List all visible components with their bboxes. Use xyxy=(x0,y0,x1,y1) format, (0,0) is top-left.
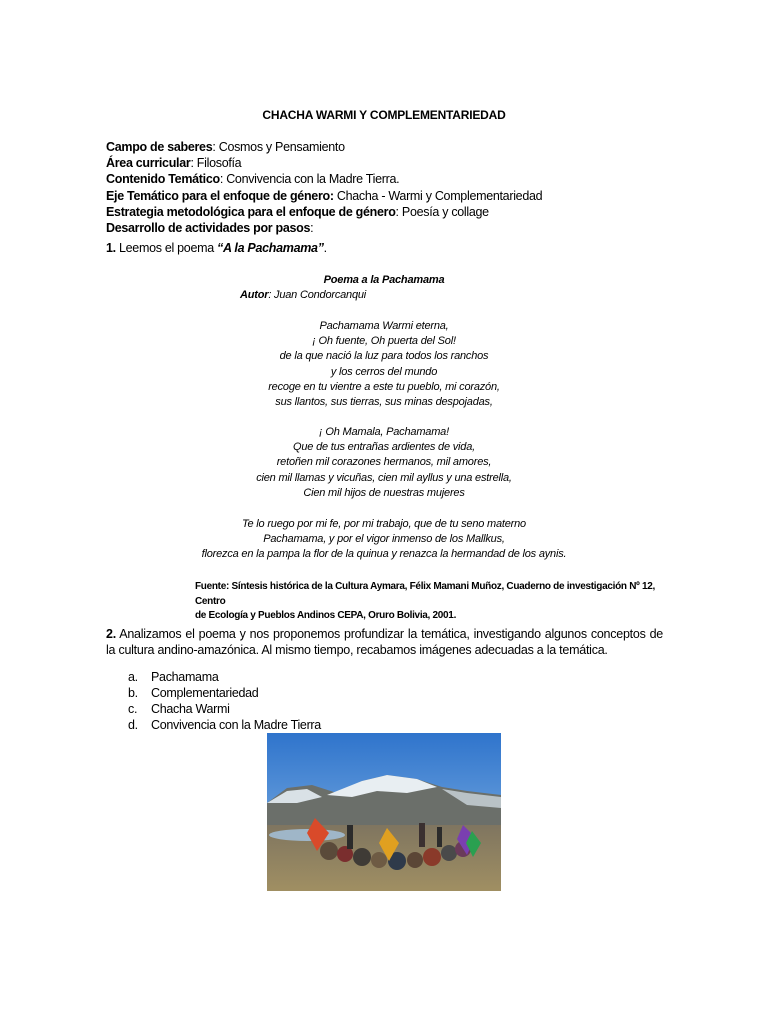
list-item: b. Complementariedad xyxy=(128,686,259,700)
meta-desarrollo: Desarrollo de actividades por pasos: xyxy=(106,221,314,236)
meta-block xyxy=(106,139,706,236)
poem-line: de la que nació la luz para todos los ranchos xyxy=(279,350,489,363)
poem-line: cien mil llamas y vicuñas, cien mil ayllus y una estrella, xyxy=(256,471,512,484)
poem-line: Pachamama Warmi eterna, xyxy=(319,320,449,332)
poem-line: Pachamama, y por el vigor inmenso de los Mallkus, xyxy=(263,533,505,546)
poem-source: Fuente: Síntesis histórica de la Cultura Aymara, Félix Mamani Muñoz, Cuaderno de investigación Nº 12, Centro de Ecología y Pueblos Andinos CEPA, Oruro Bolivia, 2001. xyxy=(195,581,655,621)
list-item: a. Pachamama xyxy=(128,670,219,684)
poem-stanza-3 xyxy=(0,517,768,563)
poem-line: sus llantos, sus tierras, sus minas despojadas, xyxy=(275,396,493,409)
poem-stanza-1 xyxy=(0,319,768,410)
meta-contenido: Contenido Temático: Convivencia con la Madre Tierra. xyxy=(106,172,400,187)
poem-line: y los cerros del mundo xyxy=(330,365,438,378)
meta-eje: Eje Temático para el enfoque de género: Chacha - Warmi y Complementariedad xyxy=(106,188,543,203)
meta-area: Área curricular: Filosofía xyxy=(106,156,242,171)
document-title: CHACHA WARMI Y COMPLEMENTARIEDAD xyxy=(262,108,506,122)
poem-line: Que de tus entrañas ardientes de vida, xyxy=(293,441,475,454)
poem-line: ¡ Oh fuente, Oh puerta del Sol! xyxy=(312,335,456,348)
poem-stanza-2 xyxy=(0,425,768,501)
step-1: 1. Leemos el poema “A la Pachamama”. xyxy=(106,241,327,255)
poem-line: Cien mil hijos de nuestras mujeres xyxy=(303,486,465,499)
poem-line: ¡ Oh Mamala, Pachamama! xyxy=(319,426,449,438)
andean-ceremony-photo xyxy=(267,733,501,891)
poem-line: Te lo ruego por mi fe, por mi trabajo, que de tu seno materno xyxy=(242,518,526,530)
step-2: 2. Analizamos el poema y nos proponemos profundizar la temática, investigando algunos conceptos de la cultura andino-amazónica. Al mismo tiempo, recabamos imágenes adecuadas a la temática. xyxy=(106,627,663,657)
meta-campo: Campo de saberes: Cosmos y Pensamiento xyxy=(106,140,345,154)
poem-title: Poema a la Pachamama xyxy=(323,274,445,286)
poem-line: retoñen mil corazones hermanos, mil amores, xyxy=(276,456,492,469)
poem-author: Autor: Juan Condorcanqui xyxy=(240,289,367,301)
poem-line: florezca en la pampa la flor de la quinua y renazca la hermandad de los aynis. xyxy=(201,548,567,561)
list-item: c. Chacha Warmi xyxy=(128,702,230,716)
list-item: d. Convivencia con la Madre Tierra xyxy=(128,718,321,732)
meta-estrategia: Estrategia metodológica para el enfoque de género: Poesía y collage xyxy=(106,204,489,219)
concept-list xyxy=(128,669,321,733)
poem-line: recoge en tu vientre a este tu pueblo, mi corazón, xyxy=(268,380,500,393)
